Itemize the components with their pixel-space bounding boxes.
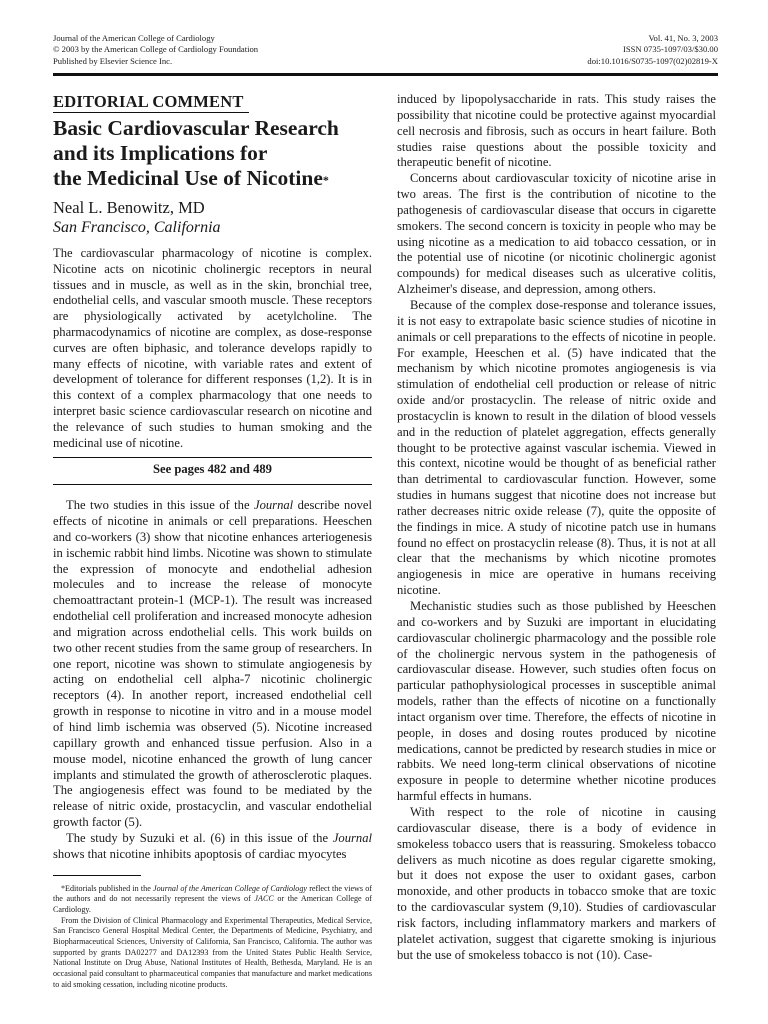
text-run: or the American College of Cardiology. <box>53 894 372 914</box>
see-pages-box: See pages 482 and 489 <box>53 457 372 485</box>
jacc-italic: JACC <box>254 894 274 904</box>
right-body <box>397 92 716 963</box>
footnote-affiliation: From the Division of Clinical Pharmacology and Experimental Therapeutics, Medical Service, San Francisco General Hospital Medical Center, the Departments of Medicine, Psychiatry, and Biopharmaceutical Sciences, University of California, San Francisco, California. The author was supported by grants DA02277 and DA12393 from the United States Public Health Service, National Institute on Drug Abuse, National Institutes of Health, Bethesda, Maryland. He is an occasional paid consultant to pharmaceutical companies that manufacture and market medications to aid smoking cessation, including nicotine products. <box>53 915 372 989</box>
section-label: EDITORIAL COMMENT <box>53 92 249 113</box>
right-paragraph-2: Because of the complex dose-response and tolerance issues, it is not easy to extrapolate basic science studies of nicotine in animals or cell preparations to the effects of nicotine in people. For example, Heeschen et al. (5) have indicated that the mechanism by which nicotine promotes angiogenesis is via stimulation of endothelial cell production or release of nitric oxide and/or prostacyclin. The release of nitric oxide and prostacyclin is known to result in the dilation of blood vessels and in the reduction of platelet aggregation, effects generally thought to be protective against vascular ischemia. Viewed in this context, nicotine would be thought of as beneficial rather than detrimental to cardiovascular function. However, some studies in humans suggest that nicotine does not increase but rather decreases nitric oxide release (7), quite the opposite of the findings in mice. A study of nicotine patch use in humans found no effect on prostacyclin release (8). Thus, it is not at all clear that the mechanisms by which nicotine promotes angiogenesis in mice are operative in humans receiving nicotine. <box>397 297 716 598</box>
footnote-editorial <box>53 884 372 916</box>
right-paragraph-0: induced by lipopolysaccharide in rats. This study raises the possibility that nicotine could be protective against myocardial cell necrosis and fibrosis, such as occurs in heart failure. Both studies raise questions about the possible toxicity and therapeutic benefit of nicotine. <box>397 92 716 170</box>
title-line-3-text: the Medicinal Use of Nicotine <box>53 166 323 190</box>
text-run: shows that nicotine inhibits apoptosis of cardiac myocytes <box>53 846 347 861</box>
text-run: *Editorials published in the <box>61 883 154 893</box>
doi-line: doi:10.1016/S0735-1097(02)02819-X <box>587 55 718 66</box>
text-run: The study by Suzuki et al. (6) in this issue of the <box>66 830 333 845</box>
author-name: Neal L. Benowitz, MD <box>53 198 205 217</box>
abstract: The cardiovascular pharmacology of nicotine is complex. Nicotine acts on nicotinic cholinergic receptors in neural tissues and in muscle, as well as in the skin, bronchial tree, endothelial cells, and vascular smooth muscle. These receptors are physiologically activated by acetylcholine. The pharmacodynamics of nicotine are complex, as dose-response curves are often biphasic, and tolerance develops rapidly to many effects of nicotine, with variable rates and extent of development of tolerance for different responses (1,2). It is in this context of a complex pharmacology that one needs to interpret basic science cardiovascular research on nicotine and the relevance of such studies to human smoking and the medicinal use of nicotine. <box>53 246 372 450</box>
header-rule <box>53 73 718 76</box>
journal-name: Journal of the American College of Cardiology <box>53 33 215 43</box>
article-title <box>53 116 372 191</box>
right-column <box>397 92 716 963</box>
copyright-line: © 2003 by the American College of Cardiology Foundation <box>53 44 259 55</box>
title-footnote-mark: * <box>322 173 329 187</box>
right-paragraph-1: Concerns about cardiovascular toxicity of nicotine arise in two areas. The first is the contribution of nicotine to the pathogenesis of cardiovascular disease that occurs in cigarette smokers. The second concern is toxicity in people who may be using nicotine as a medication to aid tobacco cessation, or in the potential use of nicotine (or nicotinic cholinergic agonist compounds) for medical diseases such as ulcerative colitis, Alzheimer's disease, and depression, among others. <box>397 171 716 297</box>
left-column <box>53 92 372 991</box>
journal-italic: Journal <box>332 830 372 845</box>
text-run: describe novel effects of nicotine in animals or cell preparations. Heeschen and co-workers (3) show that nicotine enhances arteriogenesis in ischemic rabbit hind limbs. Nicotine was shown to stimulate the expression of monocyte and endothelial adhesion molecules and to increase the release of monocyte chemoattractant protein-1 (MCP-1). The result was increased endothelial cell proliferation and increased monocyte adhesion and migration across endothelial cells. This work builds on two other recent studies from the same group of researchers. In one report, nicotine was shown to stimulate angiogenesis by acting on endothelial cell alpha-7 nicotinic cholinergic receptors (4). In another report, increased endothelial cell growth in response to nicotine in vitro and in a mouse model of hind limb ischemia was observed (5). Nicotine increased capillary growth and enhanced tissue perfusion. Also in a mouse model, nicotine enhanced the growth of lung cancer implants and stimulated the growth of atherosclerotic plaques. The angiogenesis effect was found to be mediated by the release of nitric oxide, prostacyclin, and vascular endothelial growth factor (5). <box>53 498 372 830</box>
journal-italic: Journal of the American College of Cardiology <box>153 883 307 893</box>
publisher-line: Published by Elsevier Science Inc. <box>53 55 173 66</box>
journal-italic: Journal <box>254 498 294 513</box>
author-affiliation: San Francisco, California <box>53 219 221 236</box>
title-line-1: Basic Cardiovascular Research <box>53 116 339 140</box>
left-paragraph-1 <box>53 498 372 831</box>
header-left <box>53 33 258 67</box>
footnote-rule <box>53 875 141 876</box>
header-right <box>587 33 718 67</box>
text-run: reflect the views of the authors and do not necessarily represent the views of <box>53 883 372 904</box>
volume-line: Vol. 41, No. 3, 2003 <box>648 33 718 43</box>
left-paragraph-2 <box>53 831 372 863</box>
text-run: The two studies in this issue of the <box>66 498 254 513</box>
right-paragraph-4: With respect to the role of nicotine in causing cardiovascular disease, there is a body of evidence in smokeless tobacco users that is reassuring. Smokeless tobacco delivers as much nicotine as does regular cigarette smoking, but it does not expose the user to oxidant gases, carbon monoxide, and other products in tobacco smoke that are toxic to the cardiovascular system (9,10). Studies of cardiovascular risk factors, including inflammatory markers and markers of platelet activation, suggest that cigarette smoking is injurious but the use of smokeless tobacco is not (10). Case- <box>397 804 716 962</box>
title-line-3 <box>53 166 372 191</box>
right-paragraph-3: Mechanistic studies such as those published by Heeschen and co-workers and by Suzuki are important in elucidating cardiovascular cholinergic pharmacology and the possible role of the cholinergic nervous system in the pathogenesis of cardiovascular disease. However, such studies often focus on particular pathophysiological processes in susceptible animal models, rather than the effects of nicotine on a functionally intact organism over time. Therefore, the effects of nicotine in people, in doses and dosing routes produced by nicotine medications, cannot be predicted by research studies in mice or rabbits. We need long-term clinical observations of nicotine exposure in people to determine whether nicotine produces harmful effects in humans. <box>397 599 716 804</box>
title-line-2: and its Implications for <box>53 141 268 165</box>
issn-line: ISSN 0735-1097/03/$30.00 <box>622 44 718 55</box>
left-body <box>53 498 372 862</box>
